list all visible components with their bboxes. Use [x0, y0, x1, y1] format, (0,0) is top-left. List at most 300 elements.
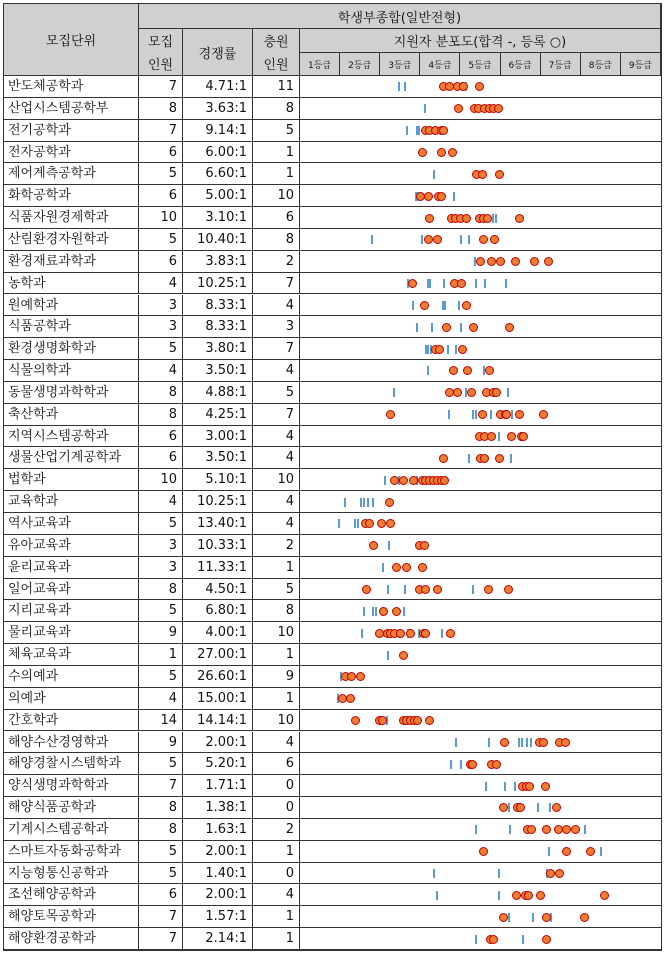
- ratio-value: 15.00:1: [183, 688, 253, 709]
- pass-tick-icon: [441, 629, 443, 638]
- enroll-circle-icon: [421, 585, 430, 594]
- quota-value: 7: [139, 928, 183, 949]
- extra-value: 4: [253, 360, 300, 381]
- extra-value: 0: [253, 797, 300, 818]
- pass-tick-icon: [421, 235, 423, 244]
- pass-tick-icon: [455, 345, 457, 354]
- table-row: [4, 513, 661, 535]
- enroll-circle-icon: [356, 672, 365, 681]
- pass-tick-icon: [443, 279, 445, 288]
- distribution-plot: [300, 142, 661, 163]
- extra-value: 4: [253, 295, 300, 316]
- pass-tick-icon: [475, 279, 477, 288]
- unit-name: 일어교육과: [4, 579, 139, 600]
- table-row: [4, 710, 661, 732]
- pass-tick-icon: [600, 847, 602, 856]
- extra-value: 4: [253, 884, 300, 905]
- unit-name: 의예과: [4, 688, 139, 709]
- table-row: [4, 841, 661, 863]
- distribution-plot: [300, 797, 661, 818]
- distribution-plot: [300, 447, 661, 468]
- unit-name: 유아교육과: [4, 535, 139, 556]
- ratio-value: 3.80:1: [183, 338, 253, 359]
- extra-value: 6: [253, 207, 300, 228]
- pass-tick-icon: [521, 738, 523, 747]
- unit-name: 체육교육과: [4, 644, 139, 665]
- pass-tick-icon: [510, 454, 512, 463]
- unit-name: 조선해양공학과: [4, 884, 139, 905]
- table-row: [4, 338, 661, 360]
- extra-label-1: 충원: [263, 35, 289, 50]
- ratio-value: 8.33:1: [183, 316, 253, 337]
- table-row: [4, 76, 661, 98]
- pass-tick-icon: [504, 782, 506, 791]
- enroll-circle-icon: [463, 366, 472, 375]
- pass-tick-icon: [447, 345, 449, 354]
- quota-value: 4: [139, 491, 183, 512]
- table-row: [4, 295, 661, 317]
- pass-tick-icon: [388, 541, 390, 550]
- header-group-title: [139, 4, 661, 29]
- pass-tick-icon: [433, 869, 435, 878]
- enroll-circle-icon: [462, 214, 471, 223]
- quota-value: 6: [139, 426, 183, 447]
- grade-header-2: 2등급: [340, 53, 380, 76]
- enroll-circle-icon: [347, 672, 356, 681]
- enroll-circle-icon: [495, 170, 504, 179]
- extra-value: 2: [253, 251, 300, 272]
- pass-tick-icon: [458, 301, 460, 310]
- distribution-plot: [300, 928, 661, 949]
- quota-value: 7: [139, 76, 183, 97]
- pass-tick-icon: [549, 803, 551, 812]
- quota-value: 8: [139, 819, 183, 840]
- unit-name: 산업시스템공학부: [4, 98, 139, 119]
- extra-value: 2: [253, 819, 300, 840]
- quota-value: 5: [139, 513, 183, 534]
- pass-tick-icon: [492, 214, 494, 223]
- quota-value: 5: [139, 600, 183, 621]
- distribution-plot: [300, 688, 661, 709]
- enroll-circle-icon: [458, 345, 467, 354]
- pass-tick-icon: [468, 454, 470, 463]
- header-ratio: [183, 29, 253, 76]
- table-row: [4, 644, 661, 666]
- enroll-circle-icon: [539, 410, 548, 419]
- enroll-circle-icon: [552, 803, 561, 812]
- pass-tick-icon: [372, 607, 374, 616]
- quota-value: 6: [139, 884, 183, 905]
- enroll-circle-icon: [424, 235, 433, 244]
- unit-name: 해양환경공학과: [4, 928, 139, 949]
- pass-tick-icon: [382, 563, 384, 572]
- quota-value: 7: [139, 906, 183, 927]
- enroll-circle-icon: [515, 214, 524, 223]
- enroll-circle-icon: [346, 694, 355, 703]
- grade-header-4: 4등급: [420, 53, 460, 76]
- enroll-circle-icon: [468, 760, 477, 769]
- table-row: [4, 142, 661, 164]
- table-row: [4, 185, 661, 207]
- distribution-plot: [300, 338, 661, 359]
- enroll-circle-icon: [527, 825, 536, 834]
- table-row: [4, 273, 661, 295]
- enroll-circle-icon: [402, 563, 411, 572]
- table-row: [4, 819, 661, 841]
- pass-tick-icon: [412, 301, 414, 310]
- pass-tick-icon: [450, 760, 452, 769]
- pass-tick-icon: [484, 279, 486, 288]
- pass-tick-icon: [490, 410, 492, 419]
- pass-tick-icon: [433, 170, 435, 179]
- unit-name: 기계시스템공학과: [4, 819, 139, 840]
- distribution-plot: [300, 513, 661, 534]
- enroll-circle-icon: [453, 388, 462, 397]
- extra-value: 1: [253, 644, 300, 665]
- table-row: [4, 884, 661, 906]
- table-row: [4, 622, 661, 644]
- quota-value: 4: [139, 360, 183, 381]
- unit-name: 해양경찰시스템학과: [4, 753, 139, 774]
- pass-tick-icon: [444, 301, 446, 310]
- enroll-circle-icon: [467, 388, 476, 397]
- quota-value: 5: [139, 163, 183, 184]
- unit-name: 전기공학과: [4, 120, 139, 141]
- enroll-circle-icon: [495, 454, 504, 463]
- distribution-plot: [300, 775, 661, 796]
- unit-name: 환경생명화학과: [4, 338, 139, 359]
- extra-value: 1: [253, 142, 300, 163]
- extra-value: 4: [253, 732, 300, 753]
- quota-value: 6: [139, 251, 183, 272]
- enroll-circle-icon: [413, 716, 422, 725]
- ratio-value: 1.38:1: [183, 797, 253, 818]
- pass-tick-icon: [398, 82, 400, 91]
- enroll-circle-icon: [439, 126, 448, 135]
- unit-name: 생물산업기계공학과: [4, 447, 139, 468]
- table-row: [4, 579, 661, 601]
- unit-name: 해양토목공학과: [4, 906, 139, 927]
- quota-value: 8: [139, 404, 183, 425]
- extra-value: 4: [253, 426, 300, 447]
- pass-tick-icon: [416, 323, 418, 332]
- enroll-circle-icon: [499, 803, 508, 812]
- ratio-value: 11.33:1: [183, 557, 253, 578]
- ratio-value: 1.40:1: [183, 863, 253, 884]
- unit-name: 제어계측공학과: [4, 163, 139, 184]
- distribution-plot: [300, 163, 661, 184]
- enroll-circle-icon: [490, 235, 499, 244]
- table-row: [4, 360, 661, 382]
- enroll-circle-icon: [396, 629, 405, 638]
- enroll-circle-icon: [478, 410, 487, 419]
- pass-tick-icon: [360, 498, 362, 507]
- extra-value: 1: [253, 557, 300, 578]
- pass-tick-icon: [403, 607, 405, 616]
- quota-value: 5: [139, 863, 183, 884]
- extra-value: 7: [253, 273, 300, 294]
- enroll-circle-icon: [536, 891, 545, 900]
- unit-name: 윤리교육과: [4, 557, 139, 578]
- enroll-circle-icon: [499, 913, 508, 922]
- group-title: 학생부종합(일반전형): [337, 10, 462, 26]
- pass-tick-icon: [431, 323, 433, 332]
- enroll-circle-icon: [512, 891, 521, 900]
- quota-value: 6: [139, 447, 183, 468]
- pass-tick-icon: [406, 126, 408, 135]
- enroll-circle-icon: [542, 825, 551, 834]
- extra-value: 6: [253, 753, 300, 774]
- table-row: [4, 688, 661, 710]
- enroll-circle-icon: [485, 366, 494, 375]
- enroll-circle-icon: [492, 760, 501, 769]
- enroll-circle-icon: [555, 869, 564, 878]
- enroll-circle-icon: [475, 82, 484, 91]
- quota-value: 10: [139, 469, 183, 490]
- ratio-value: 14.14:1: [183, 710, 253, 731]
- distribution-plot: [300, 491, 661, 512]
- enroll-circle-icon: [480, 454, 489, 463]
- enroll-circle-icon: [541, 782, 550, 791]
- enroll-circle-icon: [379, 607, 388, 616]
- extra-value: 2: [253, 535, 300, 556]
- unit-name: 식품자원경제학과: [4, 207, 139, 228]
- extra-value: 4: [253, 447, 300, 468]
- distribution-plot: [300, 120, 661, 141]
- enroll-circle-icon: [425, 716, 434, 725]
- quota-value: 4: [139, 273, 183, 294]
- pass-tick-icon: [460, 760, 462, 769]
- pass-tick-icon: [372, 498, 374, 507]
- enroll-circle-icon: [487, 257, 496, 266]
- enroll-circle-icon: [507, 432, 516, 441]
- distribution-plot: [300, 185, 661, 206]
- ratio-value: 13.40:1: [183, 513, 253, 534]
- enroll-circle-icon: [479, 235, 488, 244]
- table-row: [4, 207, 661, 229]
- pass-tick-icon: [371, 235, 373, 244]
- enroll-circle-icon: [425, 214, 434, 223]
- enroll-circle-icon: [562, 825, 571, 834]
- distribution-plot: [300, 404, 661, 425]
- pass-tick-icon: [518, 738, 520, 747]
- distribution-plot: [300, 251, 661, 272]
- grade-header-1: 1등급: [300, 53, 340, 76]
- ratio-value: 2.00:1: [183, 884, 253, 905]
- pass-tick-icon: [455, 738, 457, 747]
- extra-value: 9: [253, 666, 300, 687]
- ratio-value: 27.00:1: [183, 644, 253, 665]
- pass-tick-icon: [387, 585, 389, 594]
- extra-value: 0: [253, 863, 300, 884]
- table-row: [4, 928, 661, 950]
- quota-value: 10: [139, 207, 183, 228]
- header-unit: [4, 4, 139, 76]
- enroll-circle-icon: [437, 148, 446, 157]
- pass-tick-icon: [508, 803, 510, 812]
- enroll-circle-icon: [462, 301, 471, 310]
- extra-value: 11: [253, 76, 300, 97]
- pass-tick-icon: [508, 913, 510, 922]
- enroll-circle-icon: [524, 891, 533, 900]
- pass-tick-icon: [367, 498, 369, 507]
- extra-value: 1: [253, 688, 300, 709]
- enroll-circle-icon: [525, 782, 534, 791]
- pass-tick-icon: [522, 935, 524, 944]
- ratio-value: 6.00:1: [183, 142, 253, 163]
- enroll-circle-icon: [492, 388, 501, 397]
- ratio-value: 8.33:1: [183, 295, 253, 316]
- ratio-value: 4.25:1: [183, 404, 253, 425]
- extra-value: 1: [253, 841, 300, 862]
- quota-label-1: 모집: [147, 35, 174, 50]
- pass-tick-icon: [361, 629, 363, 638]
- enroll-circle-icon: [546, 869, 555, 878]
- enroll-circle-icon: [516, 803, 525, 812]
- enroll-circle-icon: [449, 366, 458, 375]
- pass-tick-icon: [363, 498, 365, 507]
- enroll-circle-icon: [385, 498, 394, 507]
- enroll-circle-icon: [424, 192, 433, 201]
- distribution-plot: [300, 841, 661, 862]
- ratio-value: 10.40:1: [183, 229, 253, 250]
- quota-value: 3: [139, 316, 183, 337]
- table-row: [4, 906, 661, 928]
- quota-value: 9: [139, 622, 183, 643]
- quota-value: 5: [139, 753, 183, 774]
- pass-tick-icon: [485, 782, 487, 791]
- quota-value: 6: [139, 142, 183, 163]
- distribution-plot: [300, 753, 661, 774]
- pass-tick-icon: [526, 738, 528, 747]
- enroll-circle-icon: [437, 192, 446, 201]
- extra-value: 10: [253, 469, 300, 490]
- quota-value: 8: [139, 382, 183, 403]
- unit-name: 축산학과: [4, 404, 139, 425]
- enroll-circle-icon: [500, 738, 509, 747]
- enroll-circle-icon: [542, 913, 551, 922]
- table-row: [4, 120, 661, 142]
- enroll-circle-icon: [433, 235, 442, 244]
- enroll-circle-icon: [487, 432, 496, 441]
- ratio-value: 5.00:1: [183, 185, 253, 206]
- enroll-circle-icon: [580, 913, 589, 922]
- extra-value: 0: [253, 775, 300, 796]
- enroll-circle-icon: [392, 607, 401, 616]
- enroll-circle-icon: [511, 257, 520, 266]
- unit-name: 교육학과: [4, 491, 139, 512]
- enroll-circle-icon: [562, 847, 571, 856]
- enroll-circle-icon: [439, 454, 448, 463]
- unit-name: 지리교육과: [4, 600, 139, 621]
- quota-value: 14: [139, 710, 183, 731]
- ratio-value: 5.10:1: [183, 469, 253, 490]
- distribution-plot: [300, 600, 661, 621]
- extra-value: 5: [253, 579, 300, 600]
- pass-tick-icon: [532, 913, 534, 922]
- enroll-circle-icon: [435, 345, 444, 354]
- extra-value: 1: [253, 906, 300, 927]
- pass-tick-icon: [418, 126, 420, 135]
- enroll-circle-icon: [476, 257, 485, 266]
- ratio-value: 2.14:1: [183, 928, 253, 949]
- quota-value: 5: [139, 338, 183, 359]
- distribution-plot: [300, 710, 661, 731]
- enroll-circle-icon: [408, 279, 417, 288]
- enroll-circle-icon: [586, 847, 595, 856]
- quota-value: 7: [139, 120, 183, 141]
- grade-header-6: 6등급: [501, 53, 541, 76]
- quota-value: 3: [139, 535, 183, 556]
- enroll-circle-icon: [561, 738, 570, 747]
- distribution-plot: [300, 295, 661, 316]
- enroll-circle-icon: [515, 410, 524, 419]
- unit-name: 간호학과: [4, 710, 139, 731]
- enroll-circle-icon: [390, 476, 399, 485]
- pass-tick-icon: [498, 869, 500, 878]
- ratio-value: 10.25:1: [183, 491, 253, 512]
- enroll-circle-icon: [446, 629, 455, 638]
- enroll-circle-icon: [502, 410, 511, 419]
- grade-header-3: 3등급: [380, 53, 420, 76]
- table-row: [4, 732, 661, 754]
- table-row: [4, 404, 661, 426]
- table-row: [4, 316, 661, 338]
- pass-tick-icon: [584, 825, 586, 834]
- distribution-plot: [300, 273, 661, 294]
- extra-value: 7: [253, 338, 300, 359]
- distribution-title: 지원자 분포도(합격 -, 등록 ○): [393, 35, 567, 50]
- extra-value: 1: [253, 163, 300, 184]
- enroll-circle-icon: [483, 214, 492, 223]
- quota-value: 6: [139, 185, 183, 206]
- ratio-value: 3.63:1: [183, 98, 253, 119]
- enroll-circle-icon: [399, 651, 408, 660]
- pass-tick-icon: [393, 388, 395, 397]
- enroll-circle-icon: [399, 476, 408, 485]
- unit-label: 모집단위: [45, 34, 97, 49]
- pass-tick-icon: [404, 585, 406, 594]
- distribution-plot: [300, 229, 661, 250]
- table-row: [4, 797, 661, 819]
- quota-value: 8: [139, 579, 183, 600]
- extra-value: 8: [253, 98, 300, 119]
- extra-value: 7: [253, 404, 300, 425]
- ratio-value: 4.50:1: [183, 579, 253, 600]
- table-row: [4, 557, 661, 579]
- ratio-value: 9.14:1: [183, 120, 253, 141]
- enroll-circle-icon: [392, 563, 401, 572]
- enroll-circle-icon: [421, 629, 430, 638]
- enroll-circle-icon: [484, 585, 493, 594]
- enroll-circle-icon: [369, 541, 378, 550]
- quota-value: 3: [139, 557, 183, 578]
- grade-header-8: 8등급: [581, 53, 621, 76]
- header-distribution: [300, 29, 661, 53]
- ratio-value: 1.57:1: [183, 906, 253, 927]
- distribution-plot: [300, 469, 661, 490]
- extra-value: 3: [253, 316, 300, 337]
- distribution-plot: [300, 382, 661, 403]
- extra-value: 8: [253, 600, 300, 621]
- extra-value: 5: [253, 382, 300, 403]
- pass-tick-icon: [472, 585, 474, 594]
- ratio-value: 5.20:1: [183, 753, 253, 774]
- pass-tick-icon: [509, 825, 511, 834]
- unit-name: 역사교육과: [4, 513, 139, 534]
- table-row: [4, 491, 661, 513]
- extra-value: 10: [253, 622, 300, 643]
